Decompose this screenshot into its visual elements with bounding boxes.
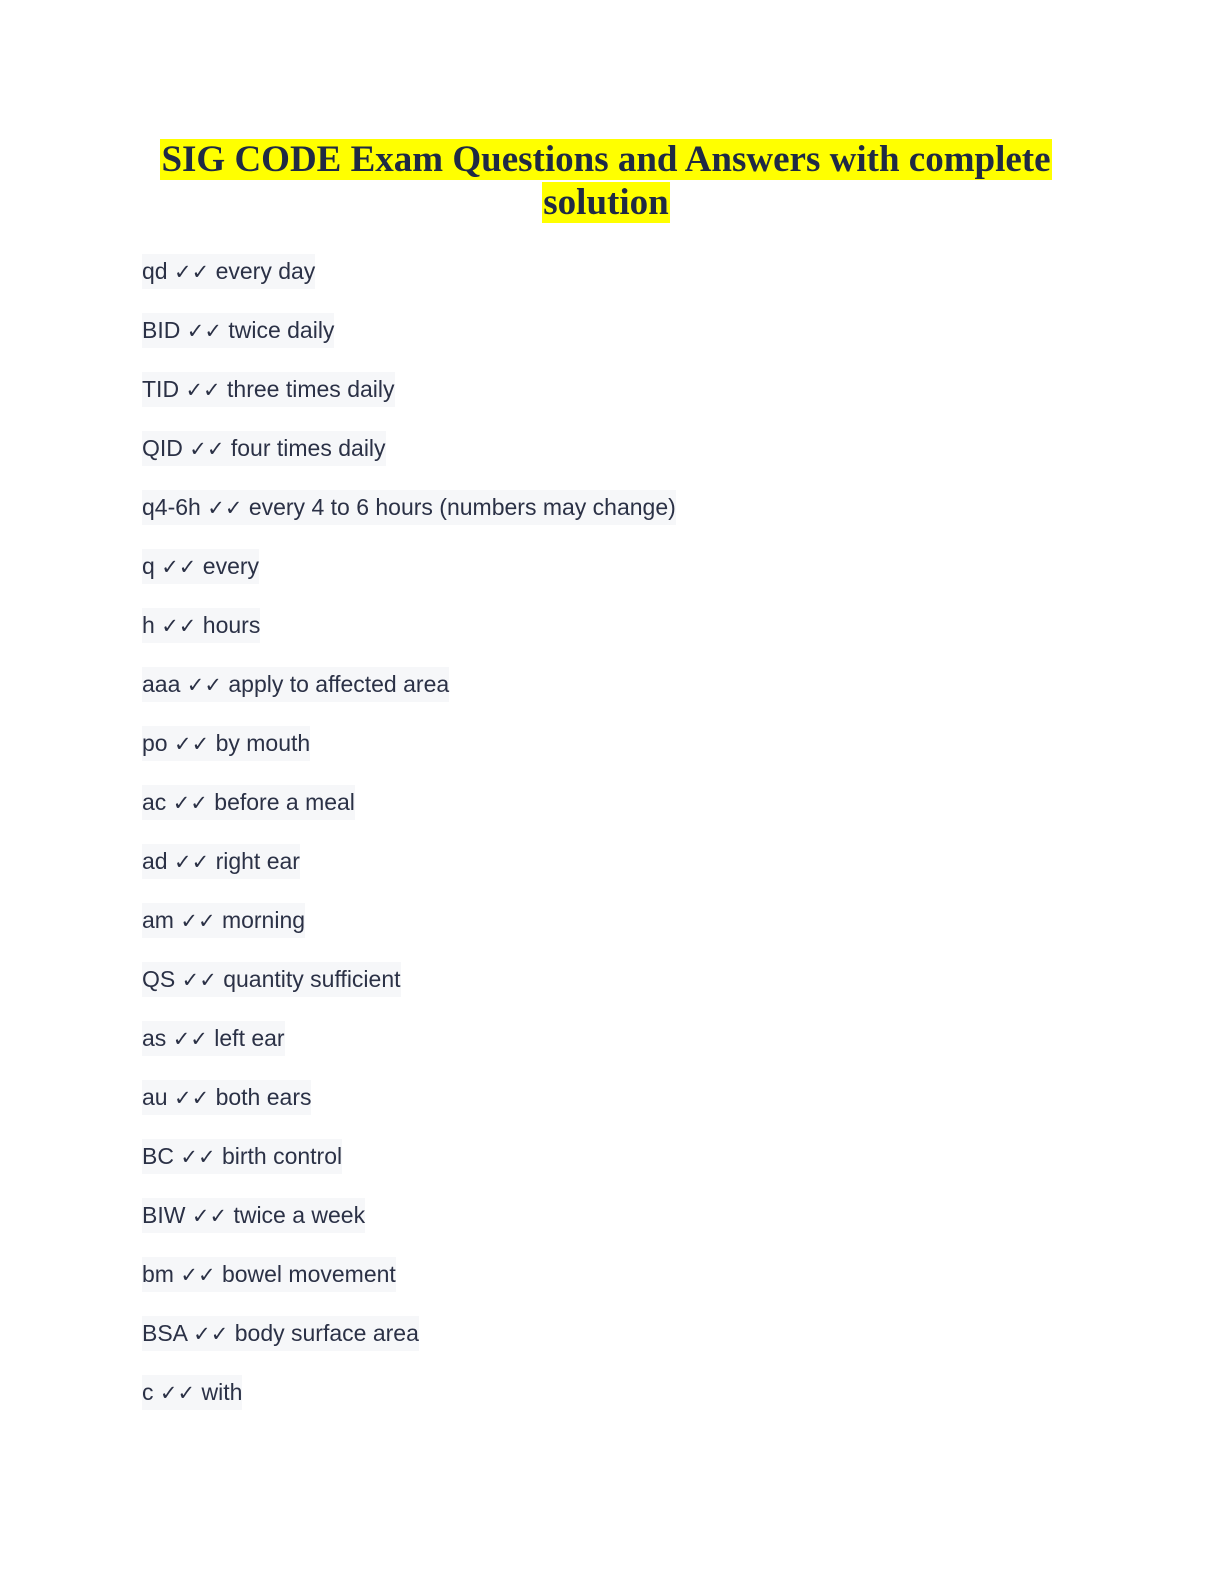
list-item	[142, 1021, 676, 1080]
definition: every day	[215, 258, 316, 284]
definition: body surface area	[234, 1320, 419, 1346]
double-check-icon: ✓✓	[191, 1204, 228, 1228]
double-check-icon: ✓✓	[173, 1086, 210, 1110]
qa-line	[142, 254, 315, 289]
qa-line	[142, 1021, 285, 1056]
definition: three times daily	[227, 376, 395, 402]
definition: both ears	[215, 1084, 312, 1110]
definition: by mouth	[215, 730, 311, 756]
definition: left ear	[214, 1025, 285, 1051]
term: TID	[142, 376, 180, 402]
definition: birth control	[221, 1143, 343, 1169]
qa-line	[142, 903, 305, 938]
qa-line	[142, 1139, 342, 1174]
double-check-icon: ✓✓	[186, 673, 222, 697]
term: po	[142, 730, 168, 756]
definition: twice a week	[233, 1202, 366, 1228]
term: QS	[142, 966, 176, 992]
qa-line	[142, 1375, 242, 1410]
list-item	[142, 1316, 676, 1375]
list-item	[142, 254, 676, 313]
list-item	[142, 431, 676, 490]
definition: four times daily	[230, 435, 386, 461]
double-check-icon: ✓✓	[181, 968, 217, 992]
definition: every 4 to 6 hours (numbers may change)	[248, 494, 676, 520]
term: qd	[142, 258, 168, 284]
list-item	[142, 785, 676, 844]
term: ad	[142, 848, 168, 874]
double-check-icon: ✓✓	[185, 378, 221, 402]
term: aaa	[142, 671, 181, 697]
definition: before a meal	[214, 789, 355, 815]
double-check-icon: ✓✓	[173, 732, 210, 756]
term: BIW	[142, 1202, 186, 1228]
list-item	[142, 1080, 676, 1139]
term: BSA	[142, 1320, 187, 1346]
definition: morning	[221, 907, 306, 933]
double-check-icon: ✓✓	[180, 909, 216, 933]
list-item	[142, 549, 676, 608]
list-item	[142, 844, 676, 903]
list-item	[142, 667, 676, 726]
definition: apply to affected area	[228, 671, 450, 697]
qa-line	[142, 844, 300, 879]
double-check-icon: ✓✓	[193, 1322, 229, 1346]
term: c	[142, 1379, 154, 1405]
double-check-icon: ✓✓	[186, 319, 222, 343]
qa-line	[142, 667, 449, 702]
term: BID	[142, 317, 181, 343]
definition: with	[201, 1379, 243, 1405]
definition: quantity sufficient	[223, 966, 401, 992]
list-item	[142, 608, 676, 667]
definition: every	[202, 553, 260, 579]
title-line-1: SIG CODE Exam Questions and Answers with complete	[161, 139, 1051, 180]
term: QID	[142, 435, 183, 461]
double-check-icon: ✓✓	[173, 260, 210, 284]
qa-line	[142, 549, 259, 584]
double-check-icon: ✓✓	[161, 614, 197, 638]
list-item	[142, 372, 676, 431]
list-item	[142, 490, 676, 549]
qa-line	[142, 1257, 396, 1292]
qa-line	[142, 372, 395, 407]
term: q	[142, 553, 155, 579]
qa-line	[142, 785, 355, 820]
qa-line	[142, 313, 334, 348]
term: as	[142, 1025, 167, 1051]
definition: twice daily	[228, 317, 335, 343]
title-line-2: solution	[543, 182, 669, 223]
qa-line	[142, 1316, 419, 1351]
term: am	[142, 907, 174, 933]
definition: hours	[202, 612, 261, 638]
term: h	[142, 612, 155, 638]
qa-list	[142, 254, 676, 1434]
double-check-icon: ✓✓	[189, 437, 225, 461]
qa-line	[142, 1080, 311, 1115]
term: ac	[142, 789, 167, 815]
list-item	[142, 903, 676, 962]
double-check-icon: ✓✓	[180, 1145, 216, 1169]
list-item	[142, 1198, 676, 1257]
list-item	[142, 726, 676, 785]
qa-line	[142, 726, 310, 761]
term: bm	[142, 1261, 174, 1287]
double-check-icon: ✓✓	[173, 850, 210, 874]
definition: bowel movement	[221, 1261, 396, 1287]
double-check-icon: ✓✓	[207, 496, 243, 520]
list-item	[142, 313, 676, 372]
term: au	[142, 1084, 168, 1110]
qa-line	[142, 431, 386, 466]
list-item	[142, 1375, 676, 1434]
list-item	[142, 962, 676, 1021]
double-check-icon: ✓✓	[159, 1381, 196, 1405]
list-item	[142, 1257, 676, 1316]
qa-line	[142, 608, 260, 643]
term: q4-6h	[142, 494, 201, 520]
double-check-icon: ✓✓	[161, 555, 197, 579]
qa-line	[142, 490, 676, 525]
page-title	[100, 138, 1112, 224]
double-check-icon: ✓✓	[172, 1027, 208, 1051]
list-item	[142, 1139, 676, 1198]
double-check-icon: ✓✓	[172, 791, 208, 815]
term: BC	[142, 1143, 174, 1169]
definition: right ear	[215, 848, 300, 874]
qa-line	[142, 962, 401, 997]
qa-line	[142, 1198, 365, 1233]
double-check-icon: ✓✓	[180, 1263, 216, 1287]
